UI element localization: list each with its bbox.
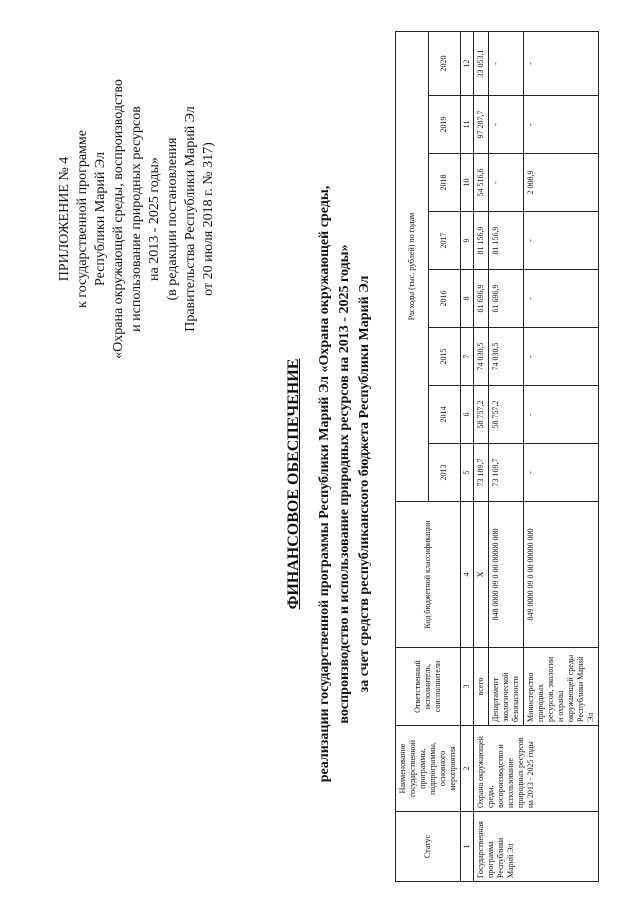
amount-cell: - [489, 154, 524, 212]
amount-cell: - [524, 96, 599, 154]
finance-table [395, 31, 599, 882]
amount-cell: - [524, 386, 599, 444]
title-main: ФИНАНСОВОЕ ОБЕСПЕЧЕНИЕ [285, 358, 302, 610]
title-line: воспроизводство и использование природных ресурсов на 2013 - 2025 годы» [337, 244, 352, 724]
column-number: 12 [461, 31, 474, 95]
appendix-line: на 2013 - 2025 годы» [147, 157, 162, 281]
executor-cell: Министерство природных ресурсов, экологии и охраны окружающей среды Республики Марий Эл [524, 648, 599, 726]
appendix-line: Правительства Республики Марий Эл [183, 106, 198, 332]
header-code: Код бюджетной классификации [396, 502, 461, 648]
header-year: 2013 [428, 444, 461, 502]
header-name: Наименование государственной программы, подпрограммы, основного мероприятия [396, 726, 461, 812]
header-year: 2020 [428, 31, 461, 95]
amount-cell: - [524, 31, 599, 95]
amount-cell: 58 757,2 [489, 386, 524, 444]
amount-cell: 61 696,9 [474, 270, 489, 328]
amount-cell: - [524, 270, 599, 328]
header-expenses: Расходы (тыс. рублей) по годам [396, 31, 429, 501]
amount-cell: 73 189,7 [474, 444, 489, 502]
column-number: 4 [461, 502, 474, 648]
document-title [285, 124, 375, 844]
appendix-line: Республики Марий Эл [93, 152, 108, 286]
amount-cell: 33 053,1 [474, 31, 489, 95]
column-number: 3 [461, 648, 474, 726]
status-cell: Государственная программа Республики Марий Эл [474, 812, 599, 882]
table-row [474, 31, 489, 881]
amount-cell: 61 696,9 [489, 270, 524, 328]
appendix-line: ПРИЛОЖЕНИЕ № 4 [57, 156, 72, 282]
amount-cell: 74 030,5 [489, 328, 524, 386]
appendix-line: (в редакции постановления [165, 137, 180, 301]
amount-cell: - [489, 96, 524, 154]
column-number: 5 [461, 444, 474, 502]
header-year: 2018 [428, 154, 461, 212]
header-year: 2014 [428, 386, 461, 444]
column-numbers-row [461, 31, 474, 881]
amount-cell: 58 757,2 [474, 386, 489, 444]
appendix-line: к государственной программе [75, 130, 90, 308]
amount-cell: 81 156,9 [489, 212, 524, 270]
header-year: 2019 [428, 96, 461, 154]
appendix-line: от 20 июля 2018 г. № 317) [201, 142, 216, 296]
code-cell: 848 0000 09 0 00 00000 000 [489, 502, 524, 648]
header-status: Статус [396, 812, 461, 882]
header-year: 2016 [428, 270, 461, 328]
code-cell: Х [474, 502, 489, 648]
title-line: реализации государственной программы Республики Марий Эл «Охрана окружающей среды, [317, 185, 332, 783]
column-number: 6 [461, 386, 474, 444]
column-number: 9 [461, 212, 474, 270]
amount-cell: - [524, 212, 599, 270]
header-year: 2017 [428, 212, 461, 270]
program-name-cell: Охрана окружающей среды, воспроизводство и использование природных ресурсов на 2013 - 2025 годы [474, 726, 599, 812]
appendix-line: и использование природных ресурсов [129, 106, 144, 332]
amount-cell: 2 008,9 [524, 154, 599, 212]
appendix-line: «Охрана окружающей среды, воспроизводство [111, 79, 126, 359]
column-number: 10 [461, 154, 474, 212]
amount-cell: 97 287,7 [474, 96, 489, 154]
executor-cell: всего [474, 648, 489, 726]
header-executor: Ответственный исполнитель, соисполнители [396, 648, 461, 726]
column-number: 8 [461, 270, 474, 328]
appendix-header [56, 64, 218, 374]
amount-cell: - [489, 31, 524, 95]
column-number: 2 [461, 726, 474, 812]
amount-cell: - [524, 328, 599, 386]
column-number: 1 [461, 812, 474, 882]
amount-cell: 81 156,9 [474, 212, 489, 270]
executor-cell: Департамент экологической безопасности [489, 648, 524, 726]
header-year: 2015 [428, 328, 461, 386]
column-number: 11 [461, 96, 474, 154]
column-number: 7 [461, 328, 474, 386]
code-cell: 849 0000 09 0 00 00000 000 [524, 502, 599, 648]
amount-cell: 74 030,5 [474, 328, 489, 386]
amount-cell: 54 516,6 [474, 154, 489, 212]
amount-cell: 73 169,7 [489, 444, 524, 502]
title-line: за счет средств республиканского бюджета Республики Марий Эл [357, 275, 372, 693]
amount-cell: - [524, 444, 599, 502]
